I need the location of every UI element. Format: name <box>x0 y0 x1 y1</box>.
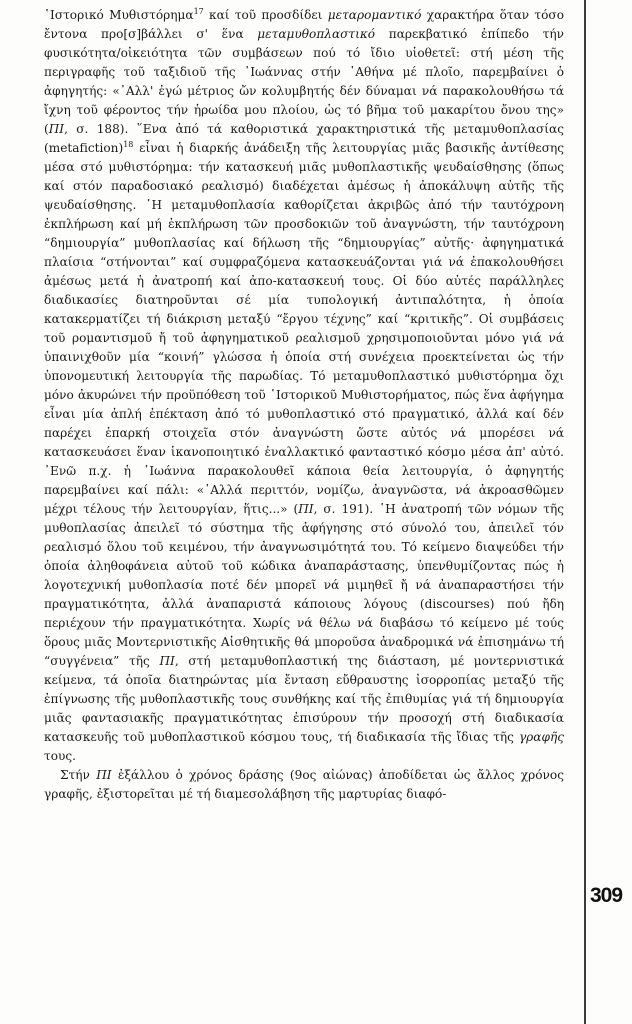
paragraph-1 <box>44 6 564 766</box>
italic-abbreviation: ΠΙ <box>96 768 112 782</box>
italic-abbreviation: ΠΙ <box>298 502 314 516</box>
margin-rule <box>584 0 586 1024</box>
italic-term: μεταμυθοπλαστικό <box>257 27 376 41</box>
footnote-ref-17: 17 <box>193 6 204 16</box>
text-run: , σ. 191). ῾Η ἀνατροπή τῶν νόμων τῆς μυθοπλασίας ἀπειλεῖ τό σύστημα τῆς ἀφήγησης στό σύνολό του, ἀπειλεῖ τόν ρεαλισμό ὅλου τοῦ κειμένου, τήν ἀναγνωσιμότητά του. Τό κείμενο διαψεύδει τήν ὁποία ἀληθοφάνεια αὐτοῦ τοῦ κώδικα ἀναπαράστασης, ὑπενθυμίζοντας πώς ἡ λογοτεχνική μυθοπλασία ποτέ δέν μπορεῖ νά μιμηθεῖ ἤ νά ἀναπαραστήσει τήν πραγματικότητα, ἀλλά ἀναπαριστά κάποιους λόγους (discourses) πού ἤδη περιέχουν τήν πραγματικότητα. Χωρίς νά θέλω νά διαβάσω τό κείμενο μέ τούς ὅρους μιᾶς Μοντερνιστικῆς Αἰσθητικῆς θά μποροῦσα ἀναδρομικά νά ἐπισημάνω τή “συγγένεια” τῆς <box>44 502 564 668</box>
text-run: χαρακτήρα ὅταν τόσο ἔντονα προ[σ]βάλλει σ' ἕνα <box>44 8 564 41</box>
text-column <box>44 6 564 804</box>
text-run: τους. <box>44 749 76 763</box>
text-run: ἐξάλλου ὁ χρόνος δράσης (9ος αἰώνας) ἀποδίδεται ὡς ἄλλος χρόνος γραφῆς, ἐξιστορεῖται μέ τή διαμεσολάβηση τῆς μαρτυρίας διαφό- <box>44 768 564 801</box>
text-run: , σ. 188). ῞Ενα ἀπό τά καθοριστικά χαρακτηριστικά τῆς μεταμυθοπλασίας (metafiction) <box>44 122 564 155</box>
footnote-ref-18: 18 <box>123 139 134 149</box>
text-run: εἶναι ἡ διαρκής ἀνάδειξη τῆς λειτουργίας μιᾶς βασικῆς ἀντίθεσης μέσα στό μυθιστόρημα: τήν κατασκευή μιᾶς μυθοπλαστικῆς ψευδαίσθησης (ὅπως καί στόν παραδοσιακό ρεαλισμό) διαδέχεται ἀμέσως ἡ ἀποκάλυψη αὐτῆς τῆς ψευδαίσθησης. ῾Η μεταμυθοπλασία καθορίζεται ἀκριβῶς ἀπό τήν ταυτόχρονη ἐκπλήρωση καί μή ἐκπλήρωση τῶν προσδοκιῶν τοῦ ἀναγνώστη, τήν ταυτόχρονη “δημιουργία” μυθοπλασίας καί δήλωση τῆς “δημιουργίας” αὐτῆς· ἀφηγηματικά πλαίσια “στήνονται” καί συμφραζόμενα κατασκευάζονται γιά νά ἐπακολουθήσει ἀμέσως μετά ἡ ἀνατροπή καί ἀπο-κατασκευή τους. Οἱ δύο αὐτές παράλληλες διαδικασίες διατηροῦνται σέ μία τυπολογική ἀντιπαλότητα, ἡ ὁποία κατακερματίζει τή διάκριση μεταξύ “ἔργου τέχνης” καί “κριτικῆς”. Οἱ συμβάσεις τοῦ ρομαντισμοῦ ἤ τοῦ ἀφηγηματικοῦ ρεαλισμοῦ χρησιμοποιοῦνται μόνο γιά νά ὑπαινιχθοῦν μία “κοινή” γλώσσα ἡ ὁποία στή συνέχεια προεκτείνεται ὡς τήν ὑπονομευτική λειτουργία τῆς παρωδίας. Τό μεταμυθοπλαστικό μυθιστόρημα ὄχι μόνο ἀκυρώνει τήν προϋπόθεση τοῦ ῾Ιστορικοῦ Μυθιστορήματος, πώς ἕνα ἀφήγημα εἶναι μία ἁπλή ἐπέκταση ἀπό τό μυθοπλαστικό στό πραγματικό, ἀλλά καί δέν παρέχει ἐπαρκή στοιχεῖα στόν ἀναγνώστη ὥστε αὐτός νά μπορέσει νά κατασκευάσει ἕναν ἱκανοποιητικό ἐναλλακτικό φανταστικό κόσμο μέσα ἀπ' αὐτό. ᾽Ενῶ π.χ. ἡ ᾽Ιωάννα παρακολουθεῖ κάποια θεία λειτουργία, ὁ ἀφηγητής παρεμβαίνει καί πάλι: «᾽Αλλά περιττόν, νομίζω, ἀναγνῶστα, νά ἀκροασθῶμεν μέχρι τέλους τήν λειτουργίαν, ἥτις...» ( <box>44 141 564 516</box>
italic-term: μεταρομαντικό <box>327 8 422 22</box>
page-number: 309 <box>590 884 623 907</box>
italic-term: γραφῆς <box>518 730 564 744</box>
italic-abbreviation: ΠΙ <box>48 122 65 136</box>
text-run: ῾Ιστορικό Μυθιστόρημα <box>44 8 194 22</box>
italic-abbreviation: ΠΙ <box>159 654 175 668</box>
text-run: παρεκβατικό ἐπίπεδο τήν φυσικότητα/οἰκειότητα τῶν συμβάσεων πού τό ἴδιο υἱοθετεῖ: στή μέση τῆς περιγραφῆς τοῦ ταξιδιοῦ τῆς ᾽Ιωάννας στήν ᾽Αθήνα μέ πλοῖο, παρεμβαίνει ὁ ἀφηγητής: «᾽Αλλ' ἐγώ μέτριος ὤν κολυμβητής δέν δύναμαι νά παρακολουθήσω τά ἴχνη τοῦ φέροντος τήν ἡρωίδα μου πλοίου, ὡς τό βῆμα τοῦ μακαρίτου ὄνου της» ( <box>44 27 564 136</box>
text-run: , στή μεταμυθοπλαστική της διάσταση, μέ μοντερνιστικά κείμενα, τά ὁποῖα διατηρώντας μία ἔνταση εὔθραυστης ἰσορροπίας μεταξύ τῆς ἐπίγνωσης τῆς μυθοπλαστικῆς τους συνθήκης καί τῆς ἐπιθυμίας γιά τή δημιουργία μιᾶς φαντασιακῆς πραγματικότητας ἐπισύρουν τήν προσοχή στή διαδικασία κατασκευῆς τοῦ μυθοπλαστικοῦ κόσμου τους, τή διαδικασία τῆς ἴδιας τῆς <box>44 654 564 744</box>
text-run: Στήν <box>60 768 97 782</box>
text-run: καί τοῦ προσδίδει <box>203 8 328 22</box>
paragraph-2 <box>44 766 564 804</box>
